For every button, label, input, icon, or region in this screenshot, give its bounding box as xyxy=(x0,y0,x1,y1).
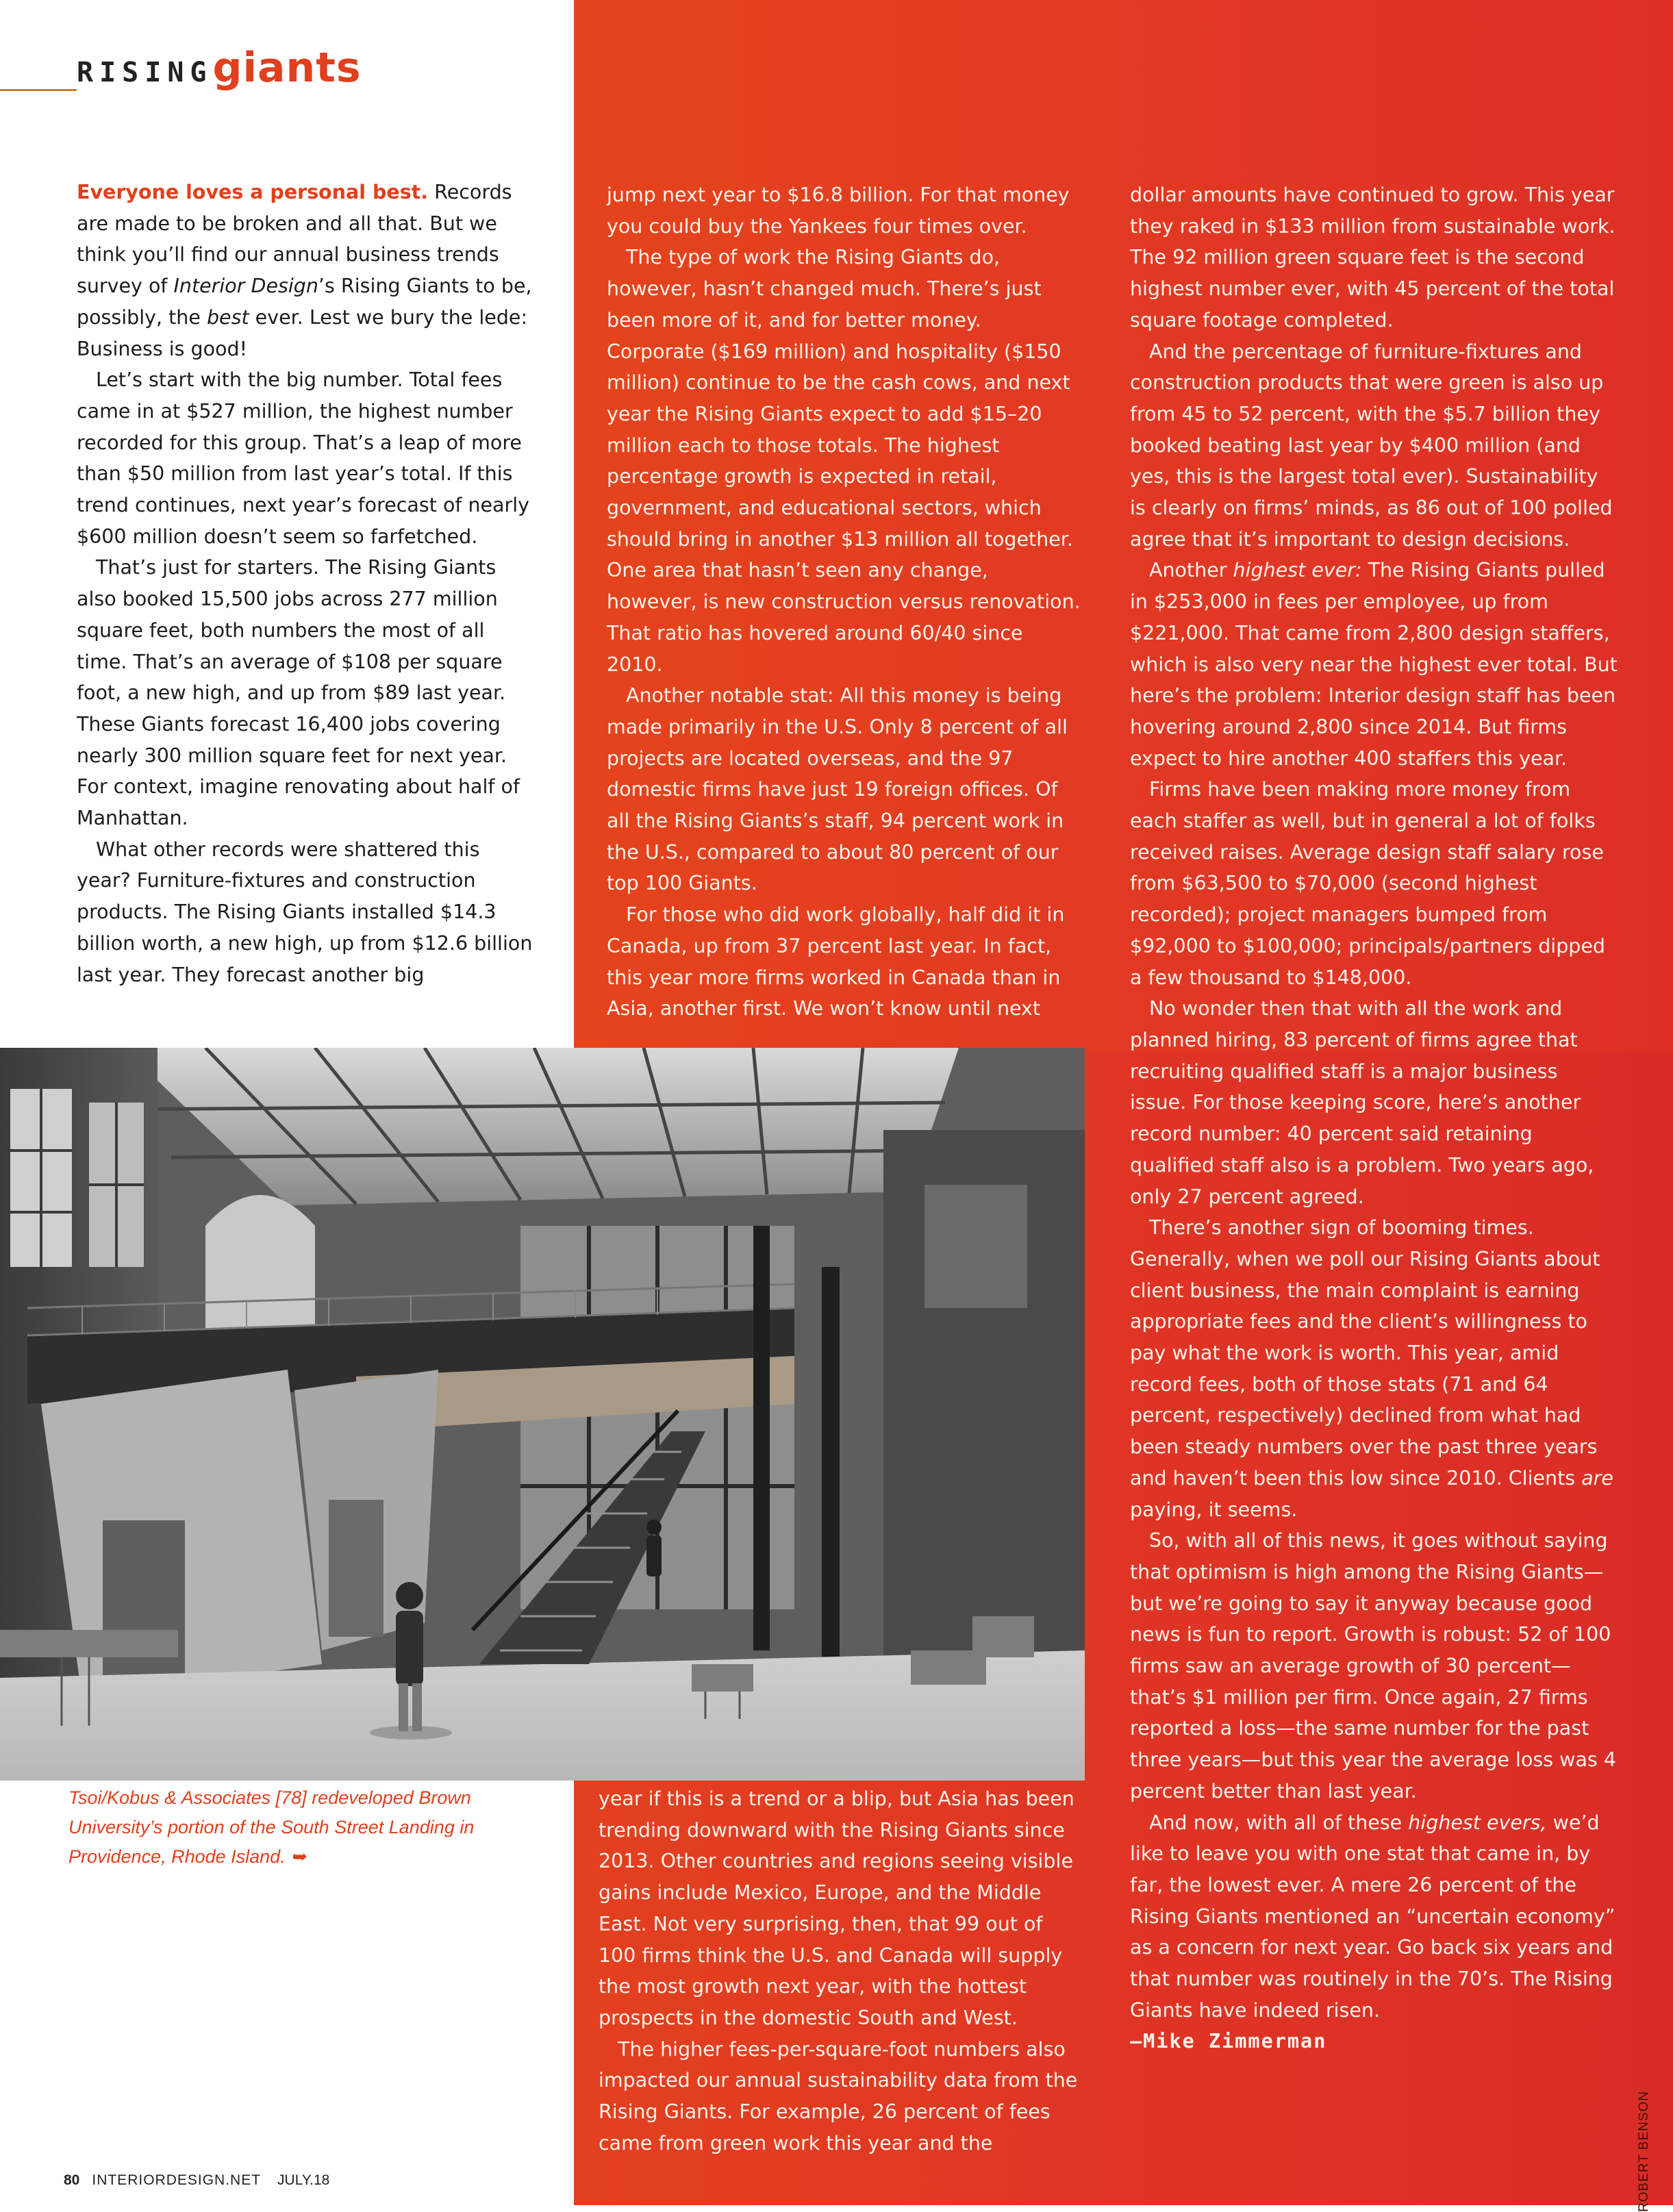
header-rule xyxy=(0,89,77,91)
text-run: ever. Lest we bury the lede: Business is good! xyxy=(77,305,528,360)
paragraph-4: For those who did work globally, half did it in Canada, up from 37 percent last year. In fact, this year more firms worked in Canada than in Asia, another first. We won’t know until next xyxy=(607,903,1065,1020)
text-run: Another xyxy=(1149,559,1233,582)
site-name: INTERIORDESIGN.NET xyxy=(92,2172,262,2188)
paragraph-8 xyxy=(1130,1807,1618,2026)
author-signature: —Mike Zimmerman xyxy=(1130,2030,1327,2053)
paragraph-1: year if this is a trend or a blip, but Asia has been trending downward with the Rising Giants since 2013. Other countries and regions seeing visible gains include Mexico, Europe, and the Middle East. Not very surprising, then, that 99 out of 100 firms think the U.S. and Canada will supply the most growth next year, with the hottest prospects in the domestic South and West. xyxy=(599,1787,1074,2029)
paragraph-2: The type of work the Rising Giants do, however, hasn’t changed much. There’s just been more of it, and for better money. Corporate ($169 million) and hospitality ($150 million) continue to be the cash cows, and next year the Rising Giants expect to add $15–20 million each to those totals. The highest percentage growth is expected in retail, government, and educational sectors, which should bring in another $13 million all together. One area that hasn’t seen any change, however, is new construction versus renovation. That ratio has hovered around 60/40 since 2010. xyxy=(607,246,1081,676)
article-column-2-bottom xyxy=(599,1783,1082,2159)
photo-credit: ROBERT BENSON xyxy=(1637,2090,1651,2212)
paragraph-1 xyxy=(77,177,540,364)
paragraph-3 xyxy=(1130,555,1618,774)
article-column-1 xyxy=(77,177,540,990)
paragraph-1: jump next year to $16.8 billion. For that money you could buy the Yankees four times over. xyxy=(607,184,1070,238)
section-header-accent: giants xyxy=(212,44,362,92)
paragraph-3: That’s just for starters. The Rising Giants also booked 15,500 jobs across 277 million square feet, both numbers the most of all time. That’s an average of $108 per square foot, a new high, and up from $89 last year. These Giants forecast 16,400 jobs covering nearly 300 million square feet for next year. For context, imagine renovating about half of Manhattan. xyxy=(77,556,520,830)
byline xyxy=(1130,2026,1618,2057)
page-number: 80 xyxy=(64,2172,80,2188)
caption-text: Tsoi/Kobus & Associates [78] redeveloped Brown University’s portion of the South Street Landing in Providence, Rhode Island. xyxy=(68,1787,475,1867)
paragraph-7: So, with all of this news, it goes without saying that optimism is high among the Rising Giants—but we’re going to say it anyway because good news is fun to report. Growth is robust: 52 of 100 firms saw an average growth of 30 percent—that’s $1 million per firm. Once again, 27 firms reported a loss—the same number for the past three years—but this year the average loss was 4 percent better than last year. xyxy=(1130,1529,1616,1802)
paragraph-1: dollar amounts have continued to grow. This year they raked in $133 million from sustainable work. The 92 million green square feet is the second highest number ever, with 45 percent of the total square footage completed. xyxy=(1130,184,1615,331)
photo-icon xyxy=(0,1048,1085,1781)
paragraph-2: And the percentage of furniture-fixtures and construction products that were green is also up from 45 to 52 percent, with the $5.7 billion they booked beating last year by $400 million (and yes, this is the largest total ever). Sustainability is clearly on firms’ minds, as 86 out of 100 polled agree that it’s important to design decisions. xyxy=(1130,340,1613,551)
photo-caption xyxy=(68,1783,548,1872)
paragraph-2: The higher fees-per-square-foot numbers also impacted our annual sustainability data from the Rising Giants. For example, 26 percent of fees came from green work this year and the xyxy=(599,2037,1078,2154)
publication-title: Interior Design xyxy=(173,275,318,298)
text-run: The Rising Giants pulled in $253,000 in fees per employee, up from $221,000. That came from 2,800 design staffers, which is also very near the highest ever total. But here’s the problem: Interior design staff has been hovering around 2,800 since 2014. But firms expect to hire another 400 staffers this year. xyxy=(1130,559,1618,770)
text-run: There’s another sign of booming times. Generally, when we poll our Rising Giants about client business, the main complaint is earning appropriate fees and the client’s willingness to pay what the work is worth. This year, amid record fees, both of those stats (71 and 64 percent, respectively) declined from what had been steady numbers over the past three years and haven’t been this low since 2010. Clients xyxy=(1130,1216,1600,1490)
text-run: ’s Rising Giants to be, possibly, the xyxy=(77,275,532,329)
paragraph-6 xyxy=(1130,1212,1618,1525)
emphasis: are xyxy=(1581,1466,1613,1490)
feature-photo xyxy=(0,1048,1085,1781)
emphasis: highest ever: xyxy=(1233,559,1362,582)
issue-date: JULY.18 xyxy=(277,2172,330,2188)
emphasis: best xyxy=(206,305,249,329)
lead-in: Everyone loves a personal best. xyxy=(77,181,429,203)
text-run: Records are made to be broken and all that. But we think you’ll find our annual business trends survey of xyxy=(77,181,512,298)
text-run: And now, with all of these xyxy=(1149,1811,1409,1834)
emphasis: highest evers, xyxy=(1408,1811,1547,1834)
paragraph-4: Firms have been making more money from each staffer as well, but in general a lot of folks received raises. Average design staff salary rose from $63,500 to $70,000 (second highest recorded); project managers bumped from $92,000 to $100,000; principals/partners dipped a few thousand to $148,000. xyxy=(1130,778,1606,989)
article-column-2-top xyxy=(607,179,1081,1025)
arrow-icon: ➥ xyxy=(290,1846,306,1867)
text-run: we’d like to leave you with one stat that came in, by far, the lowest ever. A mere 26 percent of the Rising Giants mentioned an “uncertain economy” as a concern for next year. Go back six years and that number was routinely in the 70’s. The Rising Giants have indeed risen. xyxy=(1130,1811,1615,2022)
section-header-word: RISING xyxy=(77,57,213,88)
paragraph-3: Another notable stat: All this money is being made primarily in the U.S. Only 8 percent of all projects are located overseas, and the 97 domestic firms have just 19 foreign offices. Of all the Rising Giants’s staff, 94 percent work in the U.S., compared to about 80 percent of our top 100 Giants. xyxy=(607,684,1068,895)
section-header xyxy=(77,44,362,92)
page-footer xyxy=(64,2172,329,2189)
article-column-3 xyxy=(1130,179,1618,2057)
text-run: paying, it seems. xyxy=(1130,1498,1298,1521)
paragraph-2: Let’s start with the big number. Total fees came in at $527 million, the highest number recorded for this group. That’s a leap of more than $50 million from last year’s total. If this trend continues, next year’s forecast of nearly $600 million doesn’t seem so farfetched. xyxy=(77,368,530,548)
paragraph-4: What other records were shattered this year? Furniture-fixtures and construction products. The Rising Giants installed $14.3 billion worth, a new high, up from $12.6 billion last year. They forecast another big xyxy=(77,838,533,986)
paragraph-5: No wonder then that with all the work and planned hiring, 83 percent of firms agree that recruiting qualified staff is a major business issue. For those keeping score, here’s another record number: 40 percent said retaining qualified staff also is a problem. Two years ago, only 27 percent agreed. xyxy=(1130,997,1594,1208)
